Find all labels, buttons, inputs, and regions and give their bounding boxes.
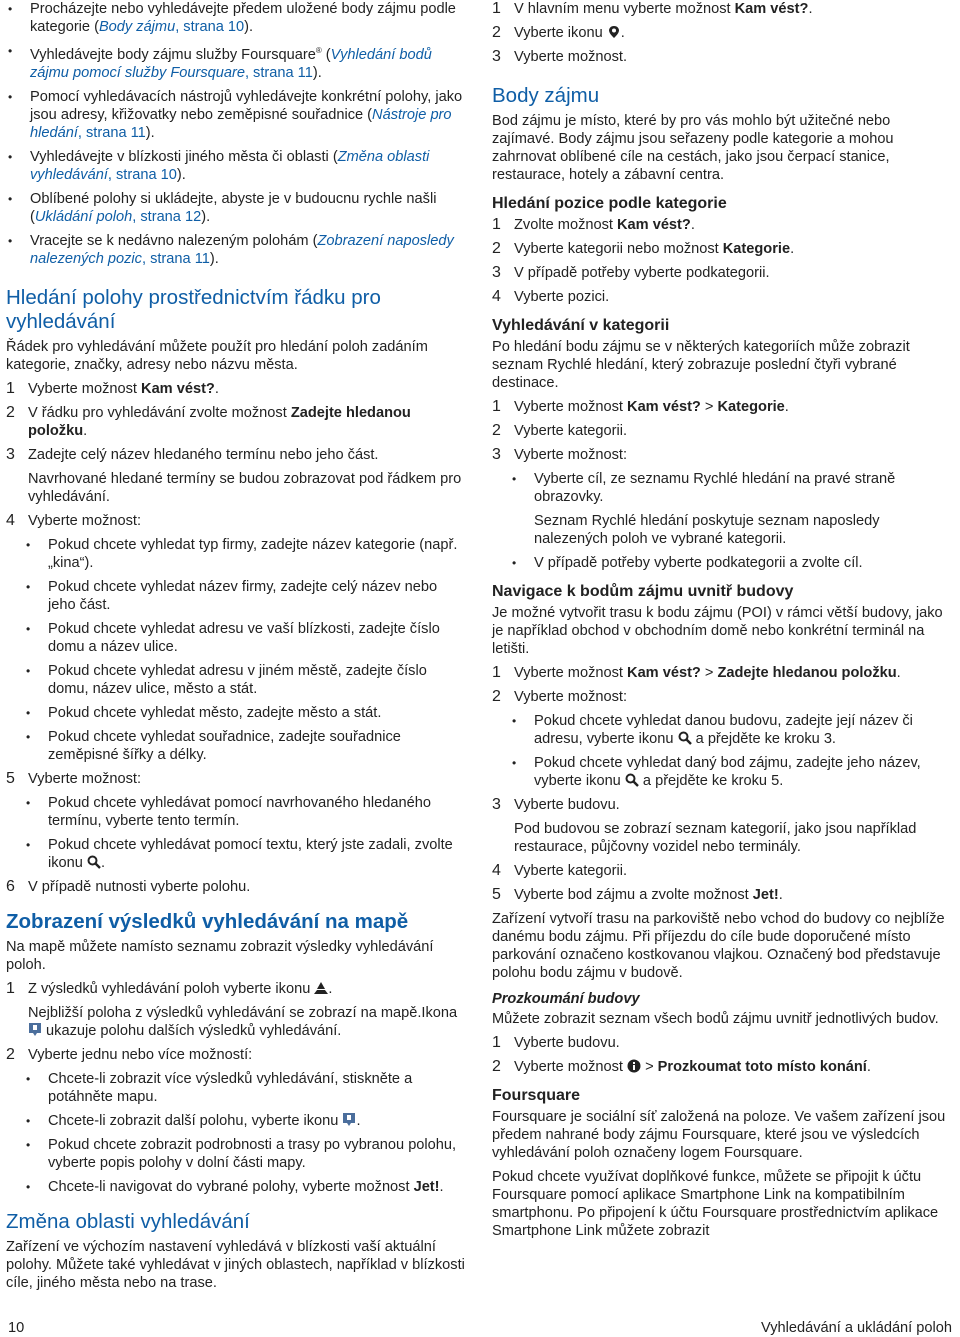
list-item: • V případě potřeby vyberte podkategorii a zvolte cíl. xyxy=(492,554,952,572)
list-item: • Pokud chcete vyhledat danou budovu, zadejte její název či adresu, vyberte ikonu a přejděte ke kroku 3. xyxy=(492,712,952,748)
section-text: Zařízení ve výchozím nastavení vyhledává v blízkosti vaší aktuální polohy. Můžete také vyhledávat v jiných oblastech, například v blízkosti cíle, jiného města nebo na trase. xyxy=(6,1238,465,1291)
numbered-pin-icon xyxy=(28,1023,42,1037)
search-icon xyxy=(625,773,639,787)
list-item: • Pomocí vyhledávacích nástrojů vyhledávejte konkrétní polohy, jako jsou adresy, křižovatky nebo zeměpisné souřadnice (Nástroje pro hledání, strana 11). xyxy=(30,88,466,142)
list-item: • Vyhledávejte v blízkosti jiného města či oblasti (Změna oblasti vyhledávání, strana 10). xyxy=(30,148,466,184)
map-view-icon xyxy=(314,981,328,995)
step-6: 6 V případě nutnosti vyberte polohu. xyxy=(6,877,251,895)
subsection-heading-indoor-nav: Navigace k bodům zájmu uvnitř budovy xyxy=(492,583,794,600)
section-text: Můžete zobrazit seznam všech bodů zájmu uvnitř jednotlivých budov. xyxy=(492,1011,939,1027)
step-4: 4 Vyberte pozici. xyxy=(492,288,610,305)
step-note: Nejbližší poloha z výsledků vyhledávání se zobrazí na mapě.Ikona ukazuje polohu dalších výsledků vyhledávání. xyxy=(28,1004,458,1039)
list-item: • Pokud chcete vyhledat daný bod zájmu, zadejte jeho název, vyberte ikonu a přejděte ke kroku 5. xyxy=(492,754,952,790)
list-item: • Chcete-li navigovat do vybrané polohy, vyberte možnost Jet!. xyxy=(6,1178,466,1196)
option-note: Seznam Rychlé hledání poskytuje seznam naposledy nalezených poloh ve vybrané kategorii. xyxy=(534,513,880,547)
footer-section-title: Vyhledávání a ukládání poloh xyxy=(761,1320,952,1336)
list-item: • Chcete-li zobrazit další polohu, vyberte ikonu . xyxy=(6,1112,466,1130)
location-pin-icon xyxy=(607,25,621,39)
right-column xyxy=(492,0,952,1246)
step-1: 1 Zvolte možnost Kam vést?. xyxy=(492,216,695,233)
list-item: • Pokud chcete vyhledávat pomocí navrhovaného hledaného termínu, vyberte tento termín. xyxy=(6,794,466,830)
step-2: 2 Vyberte jednu nebo více možností: xyxy=(6,1045,253,1063)
section-text: Zařízení vytvoří trasu na parkoviště nebo vchod do budovy co nejblíže danému bodu zájmu. Při příjezdu do cíle bude doporučené místo parkování označeno kostkovanou vlajkou. Označený bod představuje polohu bodu zájmu v budově. xyxy=(492,911,945,981)
list-item: • Vracejte se k nedávno nalezeným polohám (Zobrazení naposledy nalezených pozic, strana 11). xyxy=(30,232,466,268)
list-item: • Oblíbené polohy si ukládejte, abyste je v budoucnu rychle našli (Ukládání poloh, strana 12). xyxy=(30,190,466,226)
step-2: 2 Vyberte možnost > Prozkoumat toto místo konání. xyxy=(492,1058,871,1075)
section-text: Foursquare je sociální síť založená na poloze. Ve vašem zařízení jsou předem nahrané body zájmu Foursquare, které jsou ve výsledcích vyhledávání poloh označeny logem Foursquare. xyxy=(492,1109,946,1161)
step-2-options xyxy=(6,1070,466,1196)
step-4-options xyxy=(6,536,466,764)
section-heading-poi: Body zájmu xyxy=(492,84,600,107)
step-3: 3 Vyberte budovu. xyxy=(492,796,620,813)
step-1: 1 Vyberte možnost Kam vést?. xyxy=(6,379,219,397)
section-heading-change-area: Změna oblasti vyhledávání xyxy=(6,1209,250,1233)
step-2: 2 Vyberte kategorii. xyxy=(492,422,628,439)
subsection-heading-explore: Prozkoumání budovy xyxy=(492,991,640,1007)
step-1: 1 V hlavním menu vyberte možnost Kam vést?. xyxy=(492,0,813,17)
section-text: Pokud chcete využívat doplňkové funkce, můžete se připojit k účtu Foursquare pomocí aplikace Smartphone Link na kompatibilním smartphonu. Po připojení k účtu Foursquare prostřednictvím aplikace Smartphone Link můžete zobrazit xyxy=(492,1169,939,1239)
step-1: 1 Vyberte možnost Kam vést? > Zadejte hledanou položku. xyxy=(492,664,901,681)
section-text: Je možné vytvořit trasu k bodu zájmu (POI) v rámci větší budovy, jako je například obchod v obchodním domě nebo konkrétní terminál na letišti. xyxy=(492,605,943,657)
subsection-heading-category: Hledání pozice podle kategorie xyxy=(492,195,727,212)
cross-reference-link[interactable]: Zobrazení naposledy nalezených pozic xyxy=(30,232,454,267)
step-2: 2 Vyberte možnost: xyxy=(492,688,628,705)
step-2: 2 Vyberte kategorii nebo možnost Kategorie. xyxy=(492,240,795,257)
section-heading-search-bar: Hledání polohy prostřednictvím řádku pro vyhledávání xyxy=(6,285,381,333)
section-intro: Řádek pro vyhledávání můžete použít pro hledání poloh zadáním kategorie, značky, adresy nebo názvu města. xyxy=(6,338,428,373)
next-result-pin-icon xyxy=(342,1113,356,1127)
list-item: • Pokud chcete vyhledat adresu v jiném městě, zadejte číslo domu, název ulice, město a stát. xyxy=(6,662,466,698)
step-5: 5 Vyberte možnost: xyxy=(6,769,142,787)
list-item: • Pokud chcete vyhledat město, zadejte město a stát. xyxy=(6,704,466,722)
subsection-heading-foursquare: Foursquare xyxy=(492,1087,581,1104)
cross-reference-link[interactable]: Ukládání poloh xyxy=(34,208,133,225)
step-1: 1 Vyberte možnost Kam vést? > Kategorie. xyxy=(492,398,789,415)
subsection-heading-in-category: Vyhledávání v kategorii xyxy=(492,317,670,334)
step-3: 3 Vyberte možnost: xyxy=(492,446,628,463)
step-5: 5 Vyberte bod zájmu a zvolte možnost Jet!. xyxy=(492,886,783,903)
section-text: Bod zájmu je místo, které by pro vás mohlo být užitečné nebo zajímavé. Body zájmu jsou seřazeny podle kategorie a mohou zahrnovat oblíbené cíle na cestách, jako jsou čerpací stanice, restaurace, hotely a zábavní centra. xyxy=(492,113,894,183)
info-icon xyxy=(627,1059,641,1073)
cross-reference-link[interactable]: Vyhledání bodů zájmu pomocí služby Foursquare xyxy=(30,46,432,81)
step-2: 2 Vyberte ikonu . xyxy=(492,24,625,41)
intro-bullet-list xyxy=(30,0,466,268)
step-3: 3 Vyberte možnost. xyxy=(492,48,628,65)
section-intro: Na mapě můžete namísto seznamu zobrazit výsledky vyhledávání poloh. xyxy=(6,938,434,973)
search-icon xyxy=(87,855,101,869)
step-1: 1 Vyberte budovu. xyxy=(492,1034,620,1051)
step-1: 1 Z výsledků vyhledávání poloh vyberte ikonu . xyxy=(6,979,333,997)
cross-reference-link[interactable]: Nástroje pro hledání xyxy=(30,106,452,141)
list-item: • Chcete-li zobrazit více výsledků vyhledávání, stiskněte a potáhněte mapu. xyxy=(6,1070,466,1106)
list-item: • Pokud chcete vyhledat adresu ve vaší blízkosti, zadejte číslo domu a název ulice. xyxy=(6,620,466,656)
list-item: • Vyberte cíl, ze seznamu Rychlé hledání na pravé straně obrazovky. xyxy=(492,470,952,506)
list-item: • Procházejte nebo vyhledávejte předem uložené body zájmu podle kategorie (Body zájmu, strana 10). xyxy=(30,0,466,36)
step-note: Navrhované hledané termíny se budou zobrazovat pod řádkem pro vyhledávání. xyxy=(28,470,462,505)
step-note: Pod budovou se zobrazí seznam kategorií, jako jsou například restaurace, půjčovny vozidel nebo terminály. xyxy=(514,821,917,855)
list-item: • Pokud chcete vyhledávat pomocí textu, který jste zadali, zvolte ikonu . xyxy=(6,836,466,872)
list-item: • Pokud chcete vyhledat název firmy, zadejte celý název nebo jeho část. xyxy=(6,578,466,614)
list-item: • Pokud chcete vyhledat souřadnice, zadejte souřadnice zeměpisné šířky a délky. xyxy=(6,728,466,764)
section-text: Po hledání bodu zájmu se v některých kategoriích může zobrazit seznam Rychlé hledání, který zobrazuje poslední čtyři vybrané destinace. xyxy=(492,339,910,391)
step-3-options xyxy=(492,470,952,506)
cross-reference-link[interactable]: Změna oblasti vyhledávání xyxy=(30,148,430,183)
left-column xyxy=(6,0,466,1298)
list-item: • Pokud chcete vyhledat typ firmy, zadejte název kategorie (např. „kina“). xyxy=(6,536,466,572)
page-number: 10 xyxy=(8,1320,25,1336)
step-5-options xyxy=(6,794,466,872)
step-4: 4 Vyberte kategorii. xyxy=(492,862,628,879)
step-2: 2 V řádku pro vyhledávání zvolte možnost Zadejte hledanou položku. xyxy=(6,403,411,439)
section-heading-map-results: Zobrazení výsledků vyhledávání na mapě xyxy=(6,909,409,933)
step-3-options-2 xyxy=(492,554,952,572)
search-icon xyxy=(678,731,692,745)
step-3: 3 Zadejte celý název hledaného termínu nebo jeho část. xyxy=(6,445,379,463)
list-item: • Vyhledávejte body zájmu služby Foursquare® (Vyhledání bodů zájmu pomocí služby Foursquare, strana 11). xyxy=(30,42,466,82)
step-4: 4 Vyberte možnost: xyxy=(6,511,142,529)
cross-reference-link[interactable]: Body zájmu xyxy=(98,19,176,35)
step-2-options xyxy=(492,712,952,790)
step-3: 3 V případě potřeby vyberte podkategorii. xyxy=(492,264,770,281)
list-item: • Pokud chcete zobrazit podrobnosti a trasy po vybranou polohu, vyberte popis polohy v dolní části mapy. xyxy=(6,1136,466,1172)
